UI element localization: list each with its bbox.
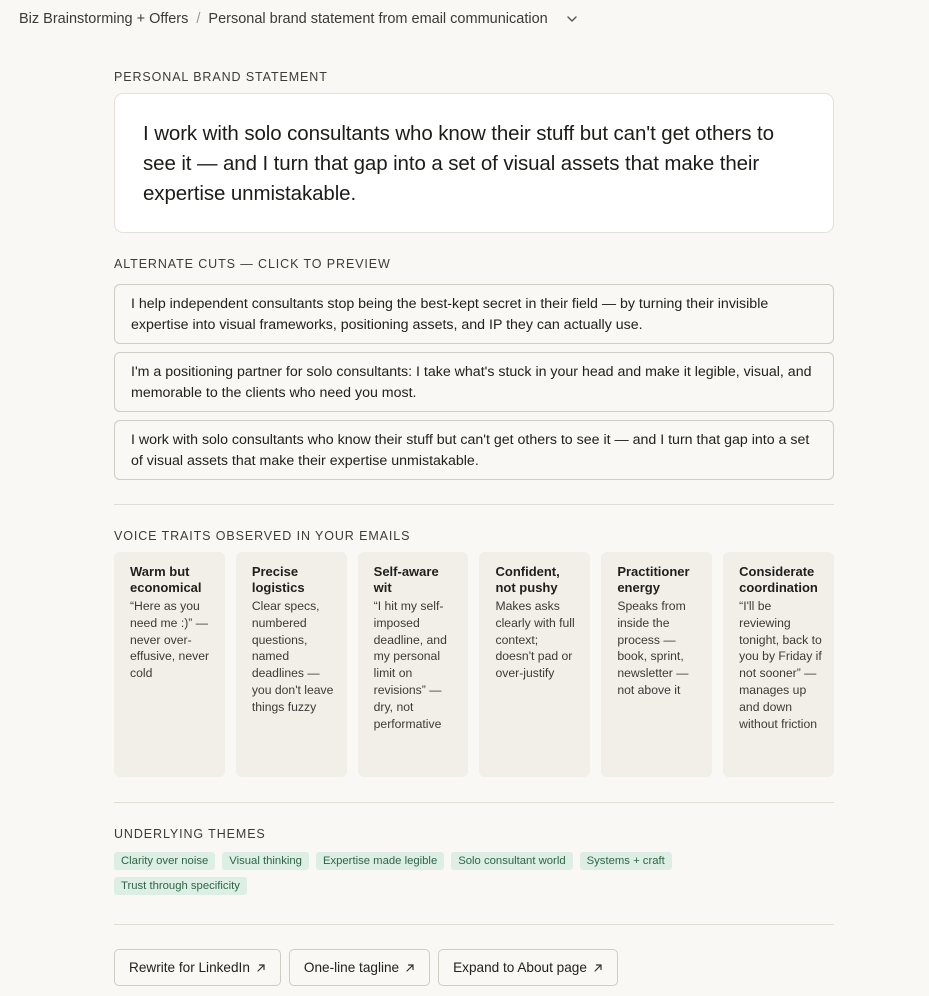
trait-title: Confident, not pushy [495,564,560,595]
button-label: Expand to About page [453,960,587,975]
chevron-down-icon[interactable] [566,13,578,25]
arrow-up-right-icon [405,963,415,973]
alternate-cut-option[interactable]: I work with solo consultants who know their stuff but can't get others to see it — and I turn that gap into a set of visual assets that make their expertise unmistakable. [114,420,834,480]
theme-tag: Visual thinking [222,852,309,870]
trait-description: “I'll be reviewing tonight, back to you by Friday if not sooner” — manages up and down without friction [739,599,822,731]
arrow-up-right-icon [593,963,603,973]
themes-section-label: UNDERLYING THEMES [114,827,266,841]
breadcrumb-current-title[interactable]: Personal brand statement from email communication [208,11,548,27]
section-divider [114,924,834,925]
alternate-cut-option[interactable]: I'm a positioning partner for solo consultants: I take what's stuck in your head and make it legible, visual, and memorable to the clients who need you most. [114,352,834,412]
voice-trait-card [114,552,225,777]
trait-description: “Here as you need me :)” — never over-effusive, never cold [130,599,210,681]
arrow-up-right-icon [256,963,266,973]
breadcrumb-parent-link[interactable]: Biz Brainstorming + Offers [19,11,189,27]
theme-tag: Trust through specificity [114,877,247,895]
section-divider [114,802,834,803]
one-line-tagline-button[interactable] [289,949,430,986]
voice-trait-card [601,552,712,777]
voice-trait-card [723,552,834,777]
rewrite-linkedin-button[interactable] [114,949,281,986]
trait-title: Practitioner energy [617,564,690,595]
themes-list [114,852,834,902]
section-divider [114,504,834,505]
theme-tag: Expertise made legible [316,852,444,870]
theme-tag: Clarity over noise [114,852,215,870]
trait-title: Precise logistics [251,564,305,595]
expand-about-page-button[interactable] [438,949,618,986]
brand-statement-card [114,93,834,233]
statement-section-label: PERSONAL BRAND STATEMENT [114,70,328,84]
breadcrumb-separator: / [196,11,201,27]
voice-trait-card [358,552,469,777]
trait-title: Self-aware wit [373,564,439,595]
alternates-section-label: ALTERNATE CUTS — CLICK TO PREVIEW [114,257,391,271]
trait-description: Makes asks clearly with full context; doesn't pad or over-justify [495,599,575,681]
traits-section-label: VOICE TRAITS OBSERVED IN YOUR EMAILS [114,529,411,543]
trait-description: Speaks from inside the process — book, sprint, newsletter — not above it [617,599,689,697]
voice-trait-card [479,552,590,777]
theme-tag: Solo consultant world [451,852,572,870]
action-buttons [114,949,618,986]
trait-description: “I hit my self-imposed deadline, and my personal limit on revisions” — dry, not performative [373,599,447,731]
trait-title: Considerate coordination [739,564,818,595]
voice-trait-card [236,552,347,777]
button-label: Rewrite for LinkedIn [129,960,250,975]
trait-title: Warm but economical [130,564,202,595]
alternate-cut-option[interactable]: I help independent consultants stop being the best-kept secret in their field — by turning their invisible expertise into visual frameworks, positioning assets, and IP they can actually use. [114,284,834,344]
theme-tag: Systems + craft [580,852,672,870]
brand-statement-text: I work with solo consultants who know their stuff but can't get others to see it — and I turn that gap into a set of visual assets that make their expertise unmistakable. [143,122,774,205]
breadcrumb [19,9,578,29]
voice-traits-grid [114,552,834,777]
button-label: One-line tagline [303,960,400,975]
trait-description: Clear specs, numbered questions, named deadlines — you don't leave things fuzzy [251,599,334,714]
